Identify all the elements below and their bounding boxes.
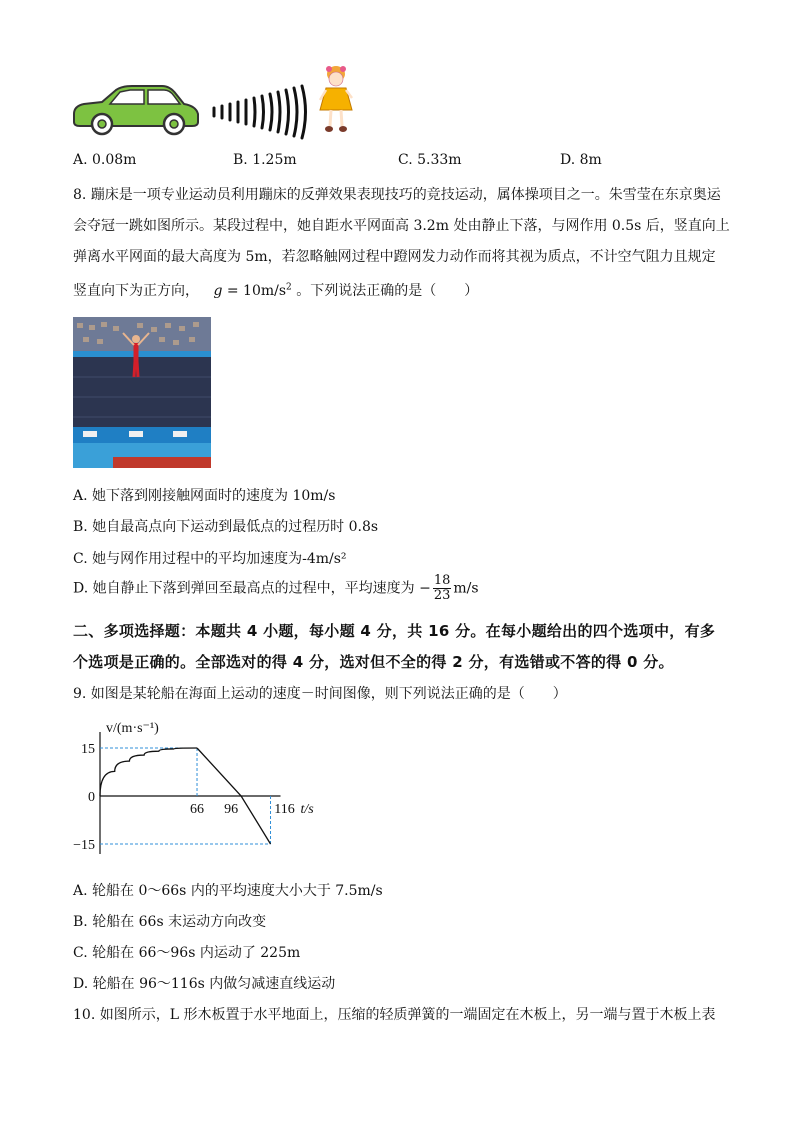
section2-heading-line2: 个选项是正确的。全部选对的得 4 分，选对但不全的得 2 分，有选错或不答的得 0 分。: [73, 653, 674, 671]
y-tick-neg15: −15: [73, 838, 95, 853]
y-axis-label: v/(m·s⁻¹): [106, 721, 159, 736]
x-axis-label: t/s: [300, 802, 314, 817]
sound-waves-icon: [208, 84, 314, 140]
q8-stem-line3: 弹离水平网面的最大高度为 5m，若忽略触网过程中蹬网发力动作而将其视为质点，不计空气阻力且规定: [73, 249, 716, 265]
q9-option-d: D. 轮船在 96～116s 内做匀减速直线运动: [73, 976, 336, 992]
y-tick-15: 15: [81, 742, 95, 757]
q8-formula: $g = 10m/s^2$: [213, 282, 292, 299]
q8-line4-suffix: 。下列说法正确的是（ ）: [296, 283, 479, 299]
q10-stem: 10. 如图所示，L 形木板置于水平地面上，压缩的轻质弹簧的一端固定在木板上，另一端与置于木板上表: [73, 1007, 716, 1023]
q8-stem-line1: 8. 蹦床是一项专业运动员利用蹦床的反弹效果表现技巧的竞技运动，属体操项目之一。朱雪莹在东京奥运: [73, 187, 721, 203]
trampoline-photo: [73, 317, 211, 468]
x-tick-96: 96: [224, 802, 239, 817]
q7-option-a: A. 0.08m: [73, 152, 137, 168]
velocity-time-chart: [70, 708, 314, 868]
q8-option-b: B. 她自最高点向下运动到最低点的过程历时 0.8s: [73, 519, 379, 535]
q8-option-d-text: D. 她自静止下落到弹回至最高点的过程中，平均速度为 −: [73, 580, 431, 597]
q9-option-c: C. 轮船在 66～96s 内运动了 225m: [73, 945, 301, 961]
q8-line4-prefix: 竖直向下为正方向，: [73, 283, 199, 299]
q7-option-b: B. 1.25m: [233, 152, 297, 168]
q7-option-c: C. 5.33m: [398, 152, 462, 168]
q9-option-a: A. 轮船在 0～66s 内的平均速度大小大于 7.5m/s: [73, 883, 383, 899]
q8-option-d-fraction: $\frac{18}{23}$: [433, 573, 451, 603]
x-tick-116: 116: [274, 802, 295, 817]
section2-heading-line1: 二、多项选择题：本题共 4 小题，每小题 4 分，共 16 分。在每小题给出的四个选项中，有多: [73, 622, 716, 640]
y-tick-0: 0: [88, 790, 95, 805]
q8-stem-line2: 会夺冠一跳如图所示。某段过程中，她自距水平网面高 3.2m 处由静止下落，与网作用 0.5s 后，竖直向上: [73, 218, 730, 234]
q7-option-d: D. 8m: [560, 152, 602, 168]
series-acceleration-curve: [100, 748, 197, 796]
q8-option-c: C. 她与网作用过程中的平均加速度为-4m/s²: [73, 551, 347, 567]
q8-option-a: A. 她下落到刚接触网面时的速度为 10m/s: [73, 488, 336, 504]
girl-icon: [318, 64, 356, 136]
x-tick-66: 66: [190, 802, 205, 817]
q8-option-d-unit: m/s: [453, 580, 479, 597]
q9-stem: 9. 如图是某轮船在海面上运动的速度－时间图像，则下列说法正确的是（ ）: [73, 686, 567, 702]
car-icon: [70, 84, 202, 138]
q8-stem-line4: [73, 280, 478, 300]
q8-option-d: [73, 574, 479, 603]
q9-option-b: B. 轮船在 66s 末运动方向改变: [73, 914, 267, 930]
